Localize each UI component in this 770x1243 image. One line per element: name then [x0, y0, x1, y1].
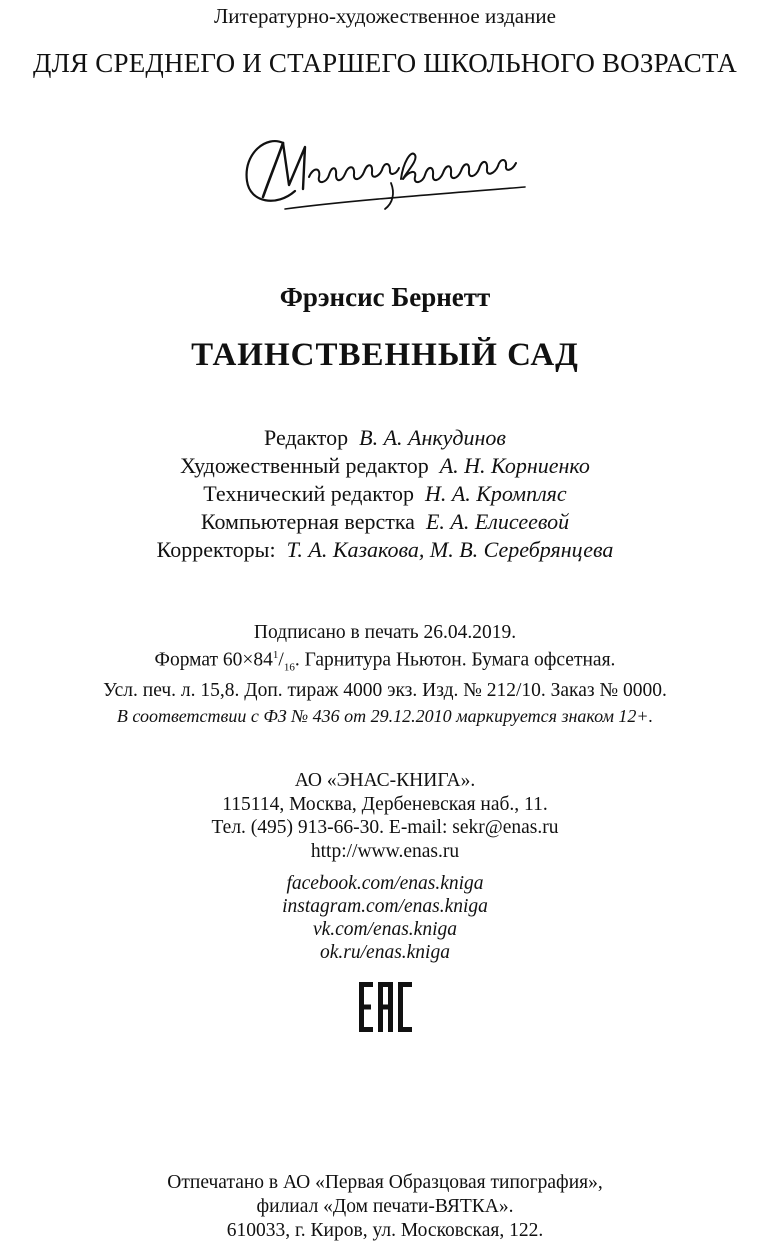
publisher-info: [0, 769, 770, 863]
publisher-website: http://www.enas.ru: [310, 840, 460, 862]
social-facebook: facebook.com/enas.kniga: [286, 873, 484, 894]
printer-line-2: филиал «Дом печати-ВЯТКА».: [256, 1196, 514, 1217]
credit-art-editor: Художественный редактор А. Н. Корниенко: [180, 453, 590, 478]
publisher-address: 115114, Москва, Дербеневская наб., 11.: [222, 793, 548, 815]
printer-line-3: 610033, г. Киров, ул. Московская, 122.: [226, 1220, 544, 1241]
credit-layout: Компьютерная верстка Е. А. Елисеевой: [200, 509, 570, 534]
credit-tech-editor: Технический редактор Н. А. Кромпляс: [203, 481, 567, 506]
social-instagram: instagram.com/enas.kniga: [282, 896, 488, 917]
printer-line-1: Отпечатано в АО «Первая Образцовая типография»,: [167, 1172, 603, 1193]
publisher-name: АО «ЭНАС-КНИГА».: [294, 770, 476, 791]
age-mark-note: В соответствии с ФЗ № 436 от 29.12.2010 маркируется знаком 12+.: [116, 706, 654, 727]
book-title: ТАИНСТВЕННЫЙ САД: [191, 337, 579, 373]
imprint: [0, 621, 770, 728]
credit-proofreaders: Корректоры: Т. А. Казакова, М. В. Серебрянцева: [156, 537, 614, 562]
edition-type: Литературно-художественное издание: [214, 4, 556, 28]
eac-mark-icon: [359, 982, 413, 1032]
format-line: Формат $60\times 84^1/_{16}$. Гарнитура Ньютон. Бумага офсетная.: [154, 649, 616, 674]
series-logo: [225, 125, 545, 220]
printer-info: [0, 1171, 770, 1243]
author: Фрэнсис Бернетт: [279, 282, 491, 312]
publisher-contacts: Тел. (495) 913-66-30. E-mail: sekr@enas.ru: [211, 817, 559, 838]
signed-date: Подписано в печать 26.04.2019.: [253, 622, 517, 643]
social-links: [0, 872, 770, 964]
audience-line: ДЛЯ СРЕДНЕГО И СТАРШЕГО ШКОЛЬНОГО ВОЗРАСТА: [33, 48, 737, 78]
social-vk: vk.com/enas.kniga: [312, 919, 458, 940]
social-ok: ok.ru/enas.kniga: [320, 942, 450, 963]
credit-editor: Редактор В. А. Анкудинов: [264, 425, 506, 450]
print-details: Усл. печ. л. 15,8. Доп. тираж 4000 экз. Изд. № 212/10. Заказ № 0000.: [103, 680, 667, 702]
credits: [0, 424, 770, 564]
